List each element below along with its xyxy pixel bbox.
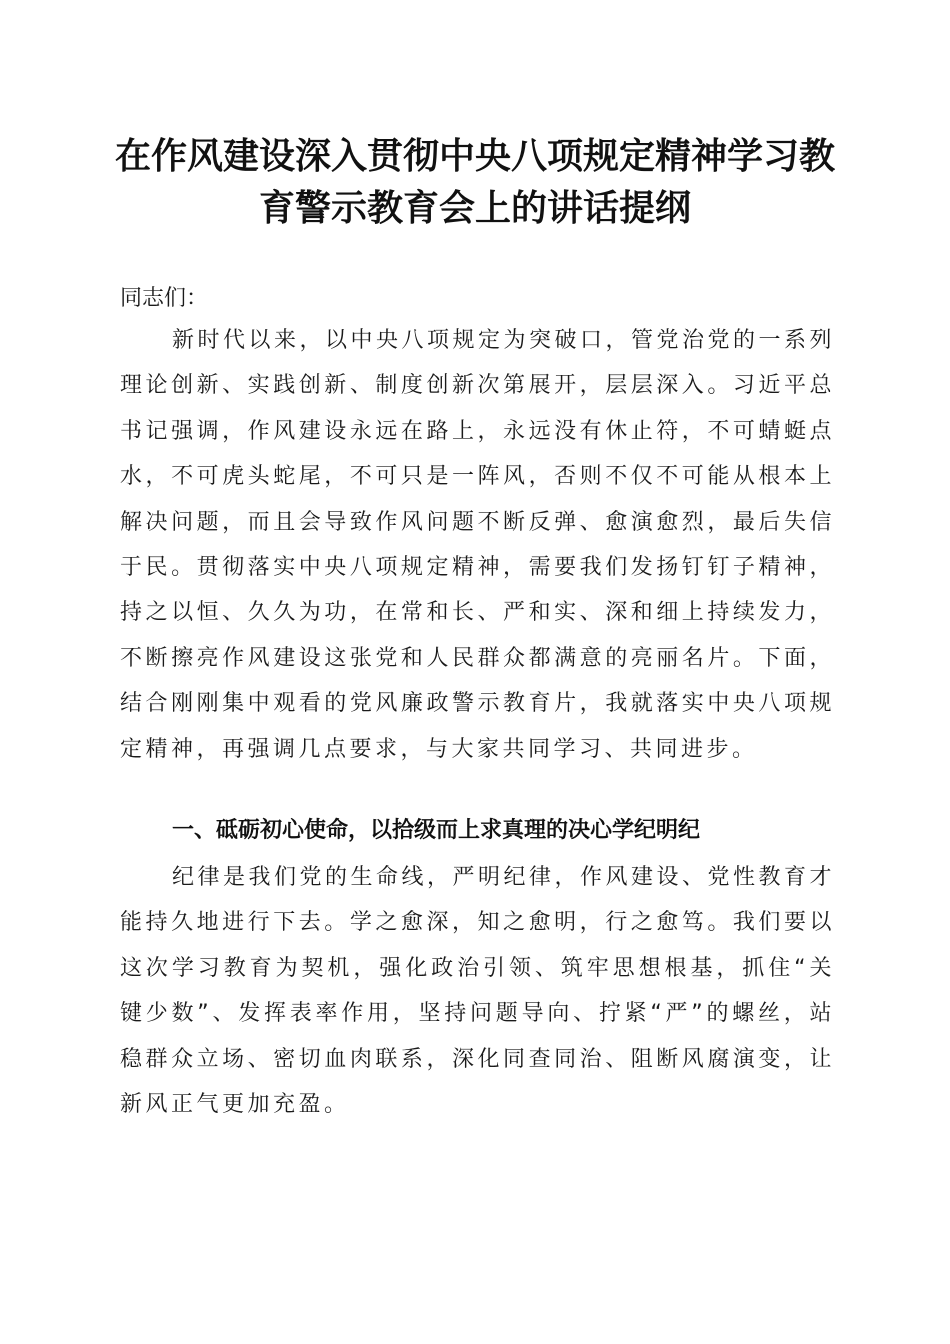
section-heading-1: 一、砥砺初心使命，以拾级而上求真理的决心学纪明纪: [172, 818, 701, 843]
salutation: 同志们：: [120, 286, 209, 311]
body-paragraph-section-1: 纪律是我们党的生命线，严明纪律，作风建设、党性教育才能持久地进行下去。学之愈深，知之愈明，行之愈笃。我们要以这次学习教育为契机，强化政治引领、筑牢思想根基，抓住“关键少数”、发挥表率作用，坚持问题导向、拧紧“严”的螺丝，站稳群众立场、密切血肉联系，深化同查同治、阻断风腐演变，让新风正气更加充盈。: [120, 865, 836, 1118]
body-paragraph-intro: 新时代以来，以中央八项规定为突破口，管党治党的一系列理论创新、实践创新、制度创新次第展开，层层深入。习近平总书记强调，作风建设永远在路上，永远没有休止符，不可蜻蜓点水，不可虎头蛇尾，不可只是一阵风，否则不仅不可能从根本上解决问题，而且会导致作风问题不断反弹、愈演愈烈，最后失信于民。贯彻落实中央八项规定精神，需要我们发扬钉钉子精神，持之以恒、久久为功，在常和长、严和实、深和细上持续发力，不断擦亮作风建设这张党和人民群众都满意的亮丽名片。下面，结合刚刚集中观看的党风廉政警示教育片，我就落实中央八项规定精神，再强调几点要求，与大家共同学习、共同进步。: [120, 328, 836, 762]
document-title: 在作风建设深入贯彻中央八项规定精神学习教育警示教育会上的讲话提纲: [114, 135, 835, 229]
